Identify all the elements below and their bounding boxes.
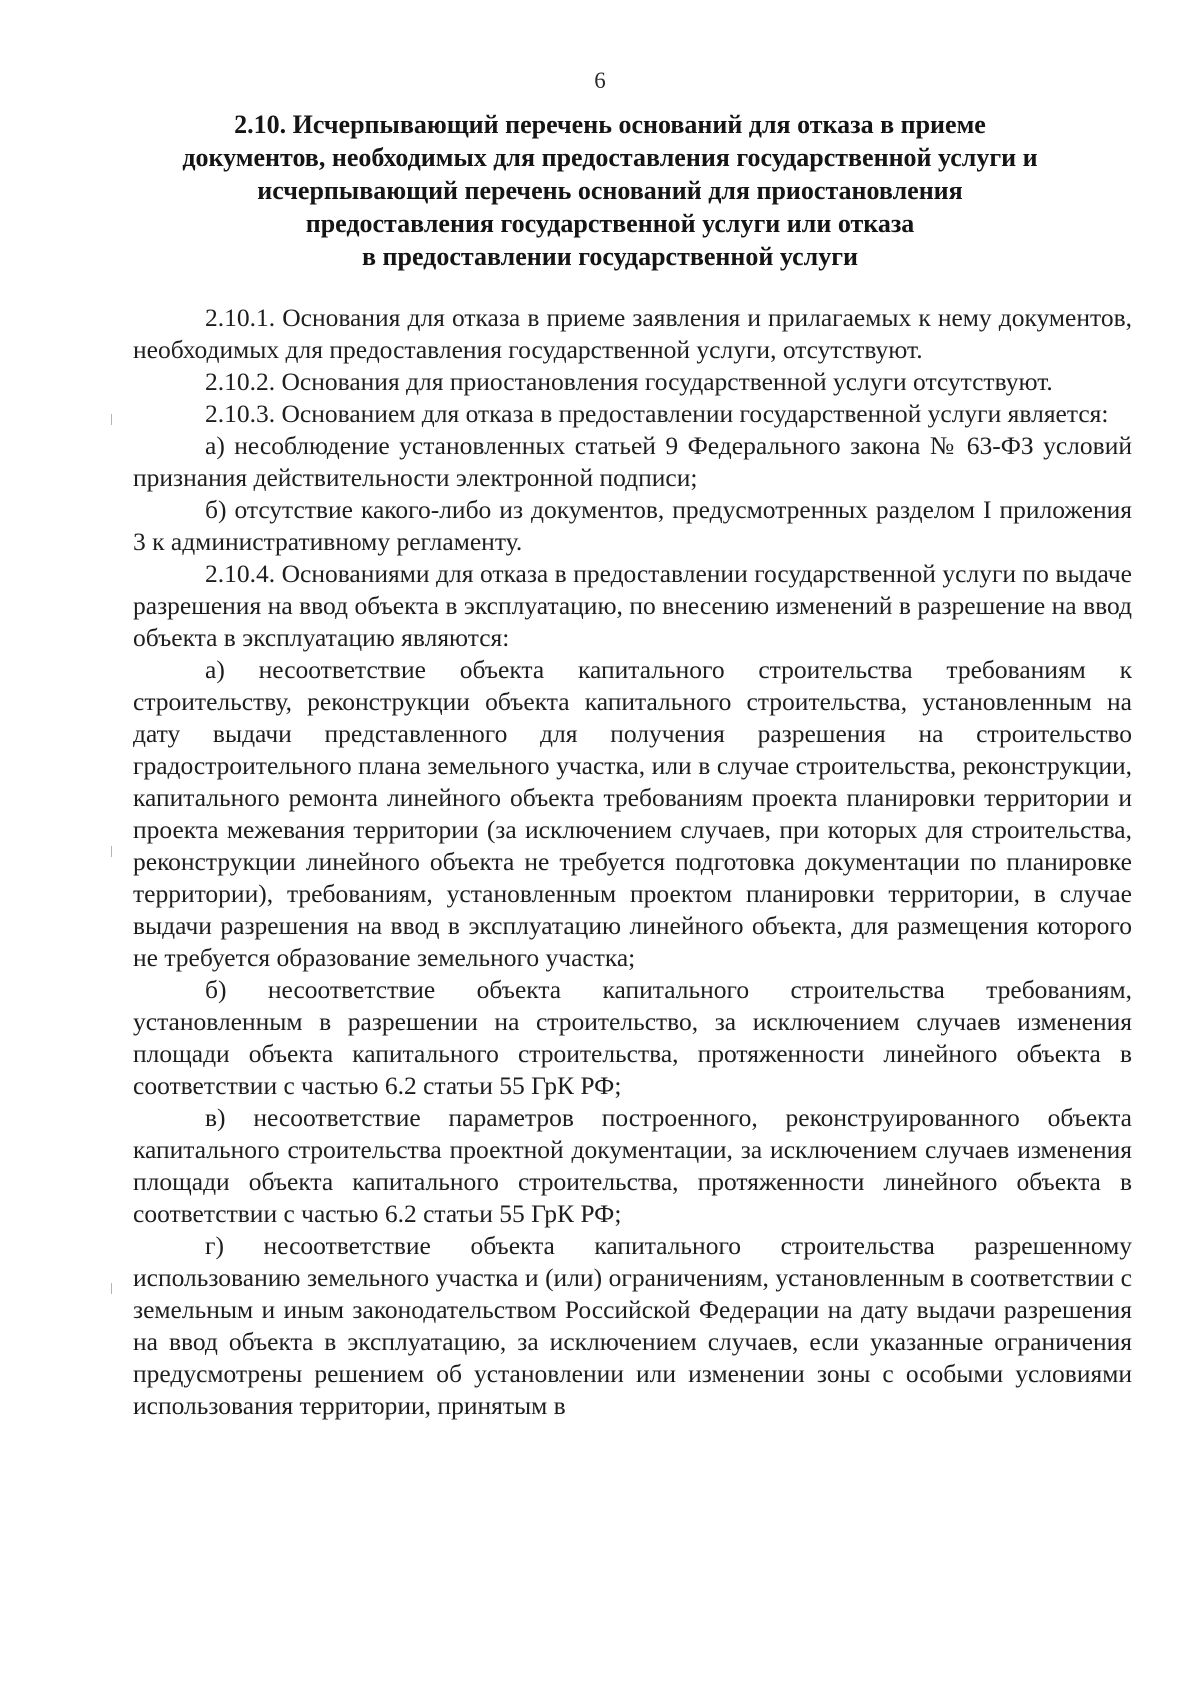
paragraph-2-10-4-a: а) несоответствие объекта капитального строительства требованиям к строительству, реконструкции объекта капитального строительства, установленным на дату выдачи представленного для получения разрешения на строительство градостроительного плана земельного участка, или в случае строительства, реконструкции, капитального ремонта линейного объекта требованиям проекта планировки территории и проекта межевания территории (за исключением случаев, при которых для строительства, реконструкции линейного объекта не требуется подготовка документации по планировке территории), требованиям, установленным проектом планировки территории, в случае выдачи разрешения на ввод в эксплуатацию линейного объекта, для размещения которого не требуется образование земельного участка; bbox=[133, 655, 1132, 972]
paragraph-2-10-3: 2.10.3. Основанием для отказа в предоставлении государственной услуги является: bbox=[205, 399, 1109, 428]
scan-margin-mark bbox=[111, 1283, 112, 1294]
paragraph-2-10-2: 2.10.2. Основания для приостановления государственной услуги отсутствуют. bbox=[205, 367, 1053, 396]
page-number: 6 bbox=[594, 68, 606, 93]
scan-margin-mark bbox=[111, 846, 112, 857]
paragraph-2-10-3-a: а) несоблюдение установленных статьей 9 Федерального закона № 63-ФЗ условий признания действительности электронной подписи; bbox=[133, 431, 1132, 492]
paragraph-2-10-1: 2.10.1. Основания для отказа в приеме заявления и прилагаемых к нему документов, необходимых для предоставления государственной услуги, отсутствуют. bbox=[133, 303, 1132, 364]
document-body bbox=[133, 302, 1132, 1422]
paragraph-2-10-4: 2.10.4. Основаниями для отказа в предоставлении государственной услуги по выдаче разрешения на ввод объекта в эксплуатацию, по внесению изменений в разрешение на ввод объекта в эксплуатацию являются: bbox=[133, 559, 1132, 652]
heading-line: в предоставлении государственной услуги bbox=[361, 242, 858, 271]
heading-line: 2.10. Исчерпывающий перечень оснований для отказа в приеме bbox=[234, 110, 986, 139]
paragraph-2-10-4-g: г) несоответствие объекта капитального строительства разрешенному использованию земельного участка и (или) ограничениям, установленным в соответствии с земельным и иным законодательством Российской Федерации на дату выдачи разрешения на ввод объекта в эксплуатацию, за исключением случаев, если указанные ограничения предусмотрены решением об установлении или изменении зоны с особыми условиями использования территории, принятым в bbox=[133, 1231, 1132, 1420]
scan-margin-mark bbox=[111, 414, 112, 425]
paragraph-2-10-4-b: б) несоответствие объекта капитального строительства требованиям, установленным в разрешении на строительство, за исключением случаев изменения площади объекта капитального строительства, протяженности линейного объекта в соответствии с частью 6.2 статьи 55 ГрК РФ; bbox=[133, 975, 1132, 1100]
heading-line: предоставления государственной услуги или отказа bbox=[305, 209, 915, 238]
heading-line: исчерпывающий перечень оснований для приостановления bbox=[257, 176, 963, 205]
section-heading bbox=[150, 108, 1070, 273]
heading-line: документов, необходимых для предоставления государственной услуги и bbox=[182, 143, 1038, 172]
paragraph-2-10-4-v: в) несоответствие параметров построенного, реконструированного объекта капитального строительства проектной документации, за исключением случаев изменения площади объекта капитального строительства, протяженности линейного объекта в соответствии с частью 6.2 статьи 55 ГрК РФ; bbox=[133, 1103, 1132, 1228]
paragraph-2-10-3-b: б) отсутствие какого-либо из документов, предусмотренных разделом I приложения 3 к административному регламенту. bbox=[133, 495, 1132, 556]
